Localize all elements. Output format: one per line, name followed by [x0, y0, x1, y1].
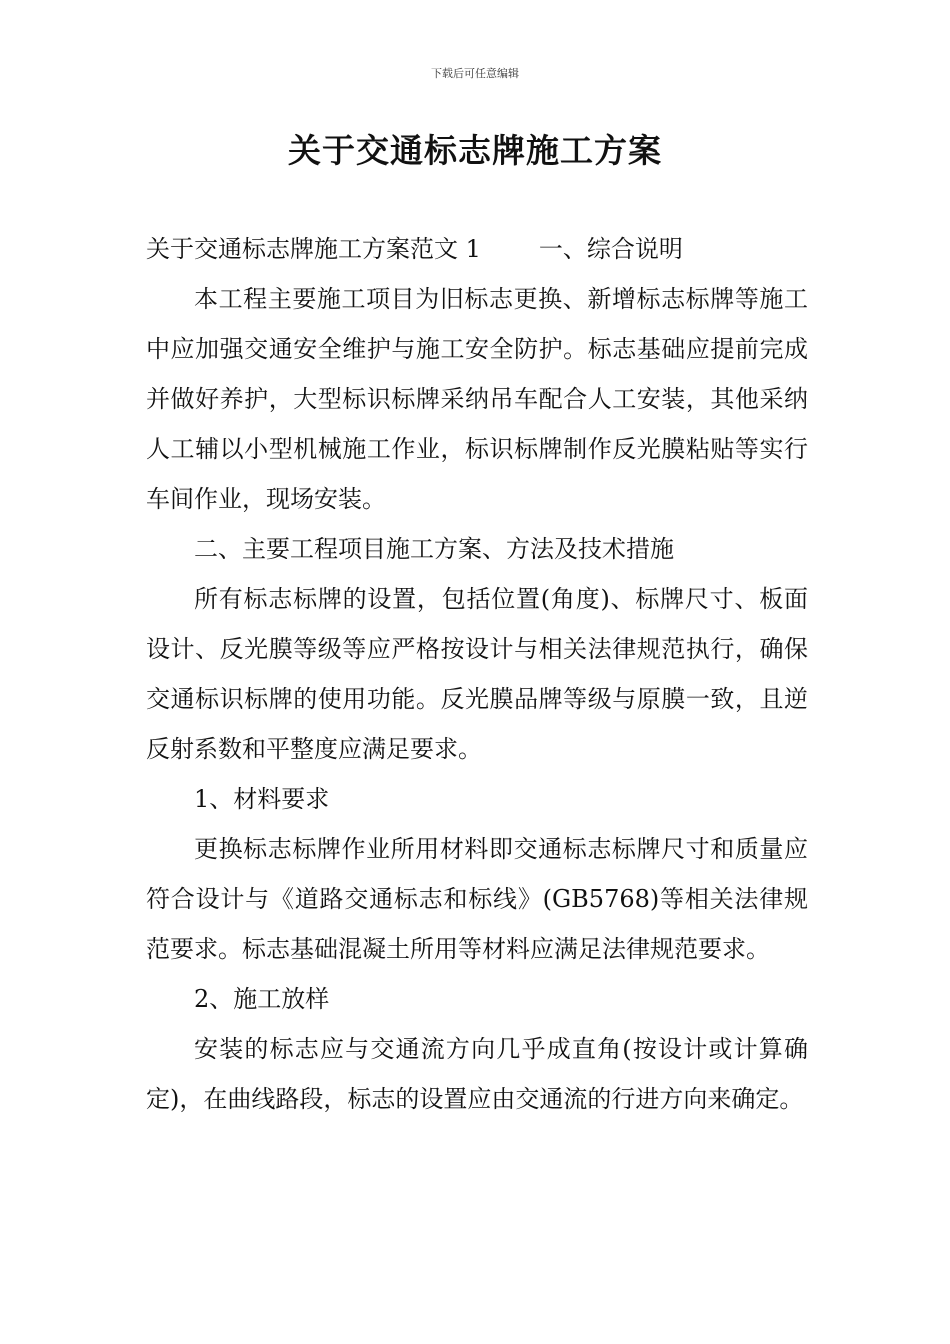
- paragraph-layout: 安装的标志应与交通流方向几乎成直角(按设计或计算确定)，在曲线路段，标志的设置应由交通流的行进方向来确定。: [146, 1035, 808, 1113]
- intro-line: [146, 224, 808, 274]
- section-heading-main-works: 二、主要工程项目施工方案、方法及技术措施: [194, 535, 674, 563]
- subheading-layout: 2、施工放样: [194, 985, 330, 1013]
- subheading-materials: 1、材料要求: [194, 785, 330, 813]
- paragraph-sign-settings: 所有标志标牌的设置，包括位置(角度)、标牌尺寸、板面设计、反光膜等级等应严格按设计与相关法律规范执行，确保交通标识标牌的使用功能。反光膜品牌等级与原膜一致，且逆反射系数和平整度应满足要求。: [146, 585, 808, 763]
- header-note: 下载后可任意编辑: [431, 67, 519, 80]
- paragraph-materials: 更换标志标牌作业所用材料即交通标志标牌尺寸和质量应符合设计与《道路交通标志和标线》(GB5768)等相关法律规范要求。标志基础混凝土所用等材料应满足法律规范要求。: [146, 835, 808, 963]
- document-body: [146, 224, 808, 1124]
- intro-label: 关于交通标志牌施工方案范文 1: [146, 235, 481, 263]
- document-title: 关于交通标志牌施工方案: [288, 131, 662, 170]
- paragraph-overview: 本工程主要施工项目为旧标志更换、新增标志标牌等施工中应加强交通安全维护与施工安全防护。标志基础应提前完成并做好养护，大型标识标牌采纳吊车配合人工安装，其他采纳人工辅以小型机械施工作业，标识标牌制作反光膜粘贴等实行车间作业，现场安装。: [146, 285, 808, 513]
- section-heading-overview: 一、综合说明: [538, 235, 683, 263]
